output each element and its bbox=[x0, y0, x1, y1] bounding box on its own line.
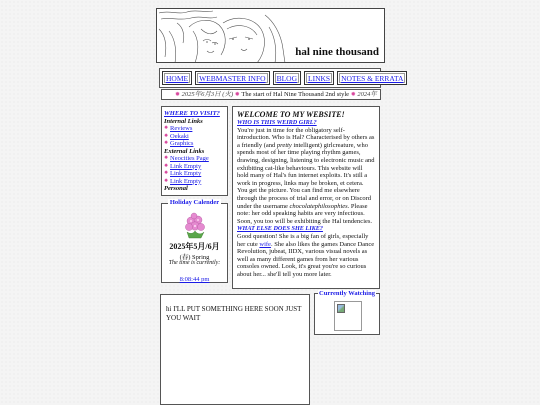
likes-heading: WHAT ELSE DOES SHE LIKE? bbox=[237, 225, 323, 233]
discord-username: chocolatephilosophies bbox=[289, 202, 348, 210]
likes-paragraph: Good question! She is a big fan of girls, especially her cute wife. She also likes the games Dance Dance Revolution, jubeat, IIDX, various visual novels as well as many different games from her various consoles owned. Look, it's great you're so curious about her... she'll tell you more later. bbox=[237, 232, 375, 278]
calendar-date: 2025年5月/6月 bbox=[169, 242, 220, 251]
sidebar-link-neocities[interactable]: ✹ Neocities Page bbox=[164, 155, 225, 163]
nav-home[interactable]: HOME bbox=[162, 71, 192, 85]
marquee-news-item: The start of Hal Nine Thousand 2nd style bbox=[241, 91, 350, 98]
sidebar-links bbox=[161, 106, 228, 196]
star-icon: ✹ bbox=[350, 92, 356, 98]
nav-webmaster-info[interactable]: WEBMASTER INFO bbox=[195, 71, 269, 85]
sidebar-link-graphics[interactable]: ✹ Graphics bbox=[164, 140, 225, 148]
marquee-date: 2024年 bbox=[357, 91, 377, 98]
calendar-title: Holiday Calender bbox=[169, 199, 220, 206]
placeholder-note bbox=[160, 294, 310, 405]
sidebar-link-empty-3[interactable]: ✹ Link Empty bbox=[164, 178, 225, 186]
main-nav bbox=[159, 68, 404, 88]
sidebar-link-oekaki[interactable]: ✹ Oekaki bbox=[164, 133, 225, 141]
internal-links-label: Internal Links bbox=[164, 117, 203, 125]
note-text: hi I'LL PUT SOMETHING HERE SOON JUST YOU WAIT bbox=[166, 305, 302, 322]
currently-watching-title: Currently Watching bbox=[319, 290, 375, 297]
broken-image-icon bbox=[334, 301, 362, 331]
wife-link[interactable]: wife bbox=[259, 240, 271, 248]
nav-notes-errata[interactable]: NOTES & ERRATA bbox=[337, 71, 407, 85]
sidebar-heading: WHERE TO VISIT? bbox=[164, 110, 220, 117]
sidebar-link-empty-2[interactable]: ✹ Link Empty bbox=[164, 170, 225, 178]
sidebar-link-reviews[interactable]: ✹ Reviews bbox=[164, 125, 225, 133]
nav-links[interactable]: LINKS bbox=[304, 71, 334, 85]
news-marquee bbox=[161, 89, 381, 100]
who-is-heading: WHO IS THIS WEIRD GIRL? bbox=[237, 119, 317, 126]
personal-label: Personal bbox=[164, 185, 188, 192]
calendar-season: (春) Spring bbox=[179, 254, 210, 261]
currently-watching-box bbox=[314, 290, 380, 335]
external-links-label: External Links bbox=[164, 147, 205, 155]
nav-blog[interactable]: BLOG bbox=[273, 71, 301, 85]
holiday-calendar bbox=[161, 199, 228, 283]
star-icon: ✹ bbox=[234, 92, 240, 98]
site-title: hal nine thousand bbox=[295, 46, 379, 58]
sidebar-link-empty-1[interactable]: ✹ Link Empty bbox=[164, 163, 225, 171]
header-banner bbox=[156, 8, 385, 63]
welcome-panel bbox=[232, 106, 380, 289]
calendar-time: 8:08:44 pm bbox=[179, 276, 210, 283]
anime-girl-art bbox=[157, 9, 297, 63]
star-icon: ✹ bbox=[175, 92, 181, 98]
hydrangea-flower-icon bbox=[181, 212, 209, 240]
calendar-time-label: The time is currently: bbox=[168, 260, 221, 266]
welcome-title: WELCOME TO MY WEBSITE! bbox=[237, 110, 345, 119]
marquee-date: 2025年6月3日 (火) bbox=[181, 91, 234, 98]
intro-paragraph: You're just in time for the obligatory self-introduction. Who is Hal? Characterised by others as a friendly (and pretty intelligent) girlcreature, who spends most of her time playing rhythm games, drawing, designing, listening to electronic music and exhibiting cat-like behaviours. This website will hold many of Hal's fun internet exploits. It's still a work in progress, links may be broken, et cetera. You get the picture. You can find me elsewhere through the process of trial and error, or on Discord under the username chocolatephilosophies. Please note: her odd speaking habits are very infectious. Soon, you too will be exhibiting the Hal tendencies. bbox=[237, 126, 375, 225]
